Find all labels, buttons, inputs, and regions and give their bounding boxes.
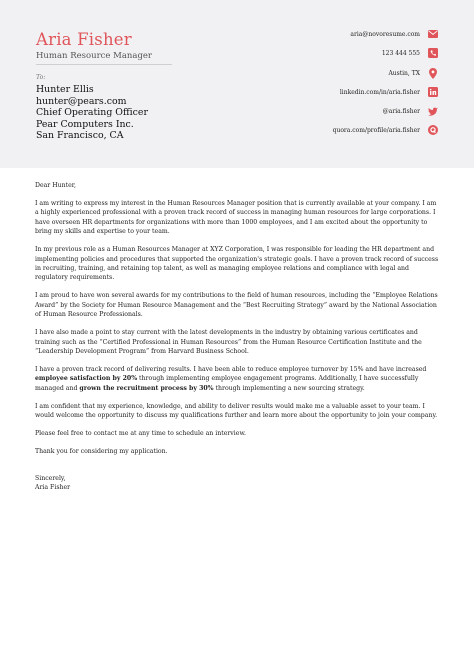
location-pin-icon: [428, 68, 438, 78]
recipient-name: Hunter Ellis: [36, 84, 94, 95]
contact-linkedin[interactable]: linkedin.com/in/aria.fisher: [339, 88, 420, 96]
recipient-company: Pear Computers Inc.: [36, 118, 134, 130]
recipient-title: Chief Operating Officer: [36, 107, 148, 119]
contact-phone-row[interactable]: [382, 47, 438, 59]
recipient-block: [36, 84, 148, 142]
to-label: To:: [36, 74, 46, 81]
contact-location-row: [388, 67, 438, 79]
letter-body: [35, 181, 440, 493]
contact-twitter[interactable]: @aria.fisher: [382, 107, 420, 115]
contact-phone[interactable]: 123 444 555: [381, 49, 420, 57]
letter-closing: Sincerely,: [35, 474, 66, 482]
letter-paragraph-8: Thank you for considering my application.: [35, 448, 168, 456]
contact-twitter-row[interactable]: [383, 105, 438, 117]
contact-quora-row[interactable]: [333, 124, 438, 136]
applicant-job-title: Human Resource Manager: [36, 51, 152, 61]
paragraph-5-highlight-recruitment: grown the recruitment process by 30%: [79, 384, 214, 392]
contact-linkedin-row[interactable]: [340, 86, 438, 98]
header-divider: [36, 64, 172, 65]
contact-location: Austin, TX: [388, 69, 420, 77]
linkedin-icon: [428, 87, 438, 97]
letter-paragraph-2: In my previous role as a Human Resources Manager at XYZ Corporation, I was responsible for leading the HR department and implementing policies and procedures that supported the organization's strategic goals. I have a proven track record of success in recruiting, training, and retaining top talent, as well as managing employee relations and compliance with legal and regulatory requirements.: [35, 246, 439, 282]
contact-email[interactable]: aria@novoresume.com: [350, 30, 420, 38]
paragraph-5-part-a: I have a proven track record of delivering results. I have been able to reduce employee turnover by 15% and have increased: [35, 366, 427, 374]
paragraph-5-highlight-satisfaction: employee satisfaction by 20%: [35, 375, 138, 383]
mail-icon: [428, 29, 438, 39]
twitter-icon: [428, 106, 438, 116]
quora-icon: [428, 125, 438, 135]
recipient-location: San Francisco, CA: [36, 130, 124, 142]
letter-paragraph-4: I have also made a point to stay current with the latest developments in the industry by obtaining various certificates and training such as the “Certified Professional in Human Resources” from the Human Resource Certification Institute and the “Leadership Development Program” from Harvard Business School.: [35, 329, 422, 356]
recipient-email: hunter@pears.com: [36, 95, 127, 107]
header-panel: [0, 0, 474, 168]
contact-quora[interactable]: quora.com/profile/aria.fisher: [332, 126, 420, 134]
paragraph-5-part-c: through implementing employee engagement programs. Additionally, I have successfully managed and: [35, 375, 419, 392]
letter-paragraph-7: Please feel free to contact me at any time to schedule an interview.: [35, 430, 246, 438]
letter-signature: Aria Fisher: [35, 484, 71, 492]
contact-email-row[interactable]: [350, 28, 438, 40]
letter-paragraph-1: I am writing to express my interest in the Human Resources Manager position that is currently available at your company. I am a highly experienced professional with a proven track record of success in managing human resources for large corporations. I have overseen HR departments for organizations with more than 1000 employees, and I am excited about the opportunity to bring my skills and expertise to your team.: [35, 200, 437, 236]
applicant-name: Aria Fisher: [36, 30, 132, 49]
letter-paragraph-6: I am confident that my experience, knowledge, and ability to deliver results would make me a valuable asset to your team. I would welcome the opportunity to discuss my qualifications further and learn more about the opportunity to join your company.: [35, 402, 438, 420]
phone-icon: [428, 48, 438, 58]
paragraph-5-part-e: through implementing a new sourcing strategy.: [213, 384, 365, 392]
letter-salutation: Dear Hunter,: [35, 182, 76, 189]
letter-paragraph-3: I am proud to have won several awards for my contributions to the field of human resources, including the “Employee Relations Award” by the Society for Human Resource Management and the “Best Recruiting Strategy” award by the National Association of Human Resource Professionals.: [35, 292, 438, 319]
letter-paragraph-5: [35, 365, 440, 393]
